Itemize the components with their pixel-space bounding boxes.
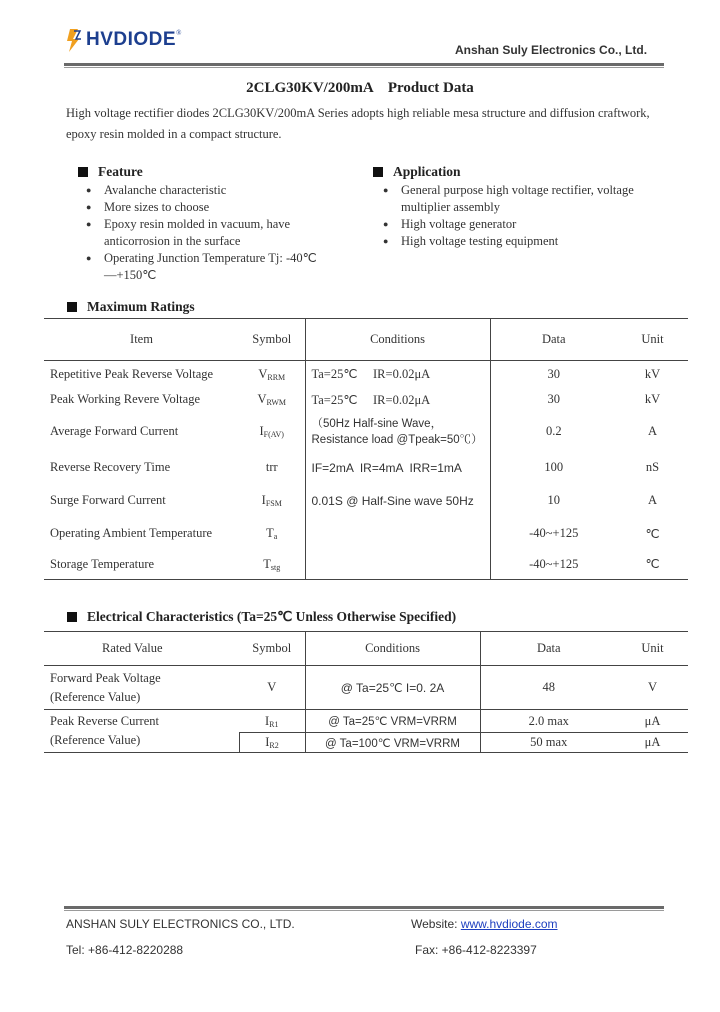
footer-company: ANSHAN SULY ELECTRONICS CO., LTD.	[66, 917, 295, 931]
row-symbol: trr	[265, 460, 278, 474]
row-data: 50 max	[480, 733, 617, 753]
electrical-table	[44, 631, 688, 753]
row-data: -40~+125	[490, 550, 617, 580]
row-symbol: $I_{FSM}$	[261, 493, 282, 508]
row-item: Operating Ambient Temperature	[50, 526, 213, 540]
table-row	[44, 518, 688, 550]
row-conditions: 0.01S @ Half-Sine wave 50Hz	[305, 484, 490, 518]
list-item: ● High voltage testing equipment	[381, 233, 673, 250]
application-heading: Application	[373, 164, 673, 180]
row-data: 30	[490, 361, 617, 388]
list-item: ● Epoxy resin molded in vacuum, have anticorrosion in the surface	[84, 216, 318, 250]
table-row	[44, 452, 688, 484]
row-item: Reverse Recovery Time	[50, 460, 171, 474]
feature-heading: Feature	[78, 164, 318, 180]
row-unit: kV	[644, 392, 661, 406]
row-data: 30	[490, 388, 617, 412]
row-data: 100	[490, 452, 617, 484]
row-data: 0.2	[490, 412, 617, 452]
row-data: 10	[490, 484, 617, 518]
row-conditions: IF=2mA IR=4mA IRR=1mA	[305, 452, 490, 484]
row-item: Peak Working Revere Voltage	[50, 392, 201, 406]
row-unit: ℃	[645, 526, 660, 541]
footer-rule-thin	[64, 910, 664, 911]
row-item: Surge Forward Current	[50, 493, 166, 507]
row-unit: μA	[617, 710, 688, 733]
intro-text: High voltage rectifier diodes 2CLG30KV/200mA Series adopts high reliable mesa structure and diffusion craftwork, epoxy resin molded in a compact structure.	[66, 106, 650, 141]
row-conditions: @ Ta=25℃ VRM=VRRM	[305, 710, 480, 733]
footer-fax: Fax: +86-412-8223397	[415, 943, 537, 957]
col-header-conditions: Conditions	[305, 632, 480, 666]
row-symbol: $I_{F(AV)}$	[259, 424, 284, 439]
table-row	[44, 361, 688, 388]
logo-mark-icon	[64, 27, 86, 53]
feature-section	[78, 164, 318, 284]
page-title: 2CLG30KV/200mA Product Data	[246, 80, 474, 96]
application-list	[381, 182, 673, 250]
row-unit: A	[647, 493, 658, 507]
website-link[interactable]: www.hvdiode.com	[460, 917, 558, 931]
row-unit: μA	[644, 735, 661, 749]
row-symbol: $V_{RWM}$	[257, 392, 287, 407]
col-header-symbol: Symbol	[239, 632, 305, 666]
table-row	[44, 666, 688, 710]
col-header-conditions: Conditions	[305, 319, 490, 361]
feature-list	[84, 182, 318, 284]
square-bullet-icon	[373, 167, 383, 177]
electrical-heading: Electrical Characteristics (Ta=25℃ Unless Otherwise Specified)	[67, 609, 456, 625]
row-symbol: $V_{RRM}$	[258, 366, 286, 382]
table-row	[44, 710, 688, 733]
row-conditions	[305, 518, 490, 550]
max-ratings-heading: Maximum Ratings	[67, 299, 195, 315]
row-item: Forward Peak Voltage (Reference Value)	[50, 670, 161, 704]
col-header-data: Data	[480, 632, 617, 666]
row-conditions: @ Ta=100℃ VRM=VRRM	[305, 733, 480, 753]
row-unit: nS	[645, 460, 660, 474]
square-bullet-icon	[67, 302, 77, 312]
footer-website	[411, 917, 558, 931]
footer-tel: Tel: +86-412-8220288	[66, 943, 184, 957]
table-row	[44, 412, 688, 452]
row-item: Peak Reverse Current (Reference Value)	[50, 714, 159, 747]
row-item: Average Forward Current	[50, 424, 179, 438]
row-unit: V	[647, 680, 658, 694]
square-bullet-icon	[67, 612, 77, 622]
row-symbol: V	[267, 680, 277, 694]
col-header-unit: Unit	[617, 319, 688, 361]
max-ratings-table	[44, 318, 688, 580]
list-item: ● Avalanche characteristic	[84, 182, 318, 199]
list-item: ● General purpose high voltage rectifier, voltage multiplier assembly	[381, 182, 673, 216]
row-data: -40~+125	[490, 518, 617, 550]
table-row	[44, 388, 688, 412]
row-unit: ℃	[645, 557, 660, 572]
row-unit: A	[647, 424, 658, 438]
list-item: ● High voltage generator	[381, 216, 673, 233]
row-item: Storage Temperature	[50, 556, 155, 571]
square-bullet-icon	[78, 167, 88, 177]
row-symbol: $I_{R1}$	[239, 710, 305, 733]
row-data: 2.0 max	[480, 710, 617, 733]
row-conditions: （50Hz Half-sine Wave，Resistance load @Tpeak=50℃）	[305, 412, 490, 452]
row-unit: kV	[644, 366, 661, 381]
table-header-row	[44, 319, 688, 361]
row-item: Repetitive Peak Reverse Voltage	[50, 366, 214, 381]
row-conditions: @ Ta=25℃ I=0. 2A	[305, 666, 480, 710]
website-label: Website:	[411, 917, 458, 931]
col-header-symbol: Symbol	[239, 319, 305, 361]
table-row	[44, 484, 688, 518]
header-rule	[64, 63, 664, 66]
row-symbol: $I_{R2}$	[239, 733, 305, 753]
company-name: Anshan Suly Electronics Co., Ltd.	[455, 43, 648, 57]
row-conditions: Ta=25℃ IR=0.02μA	[305, 388, 490, 412]
list-item: ● More sizes to choose	[84, 199, 318, 216]
logo-text: HVDIODE	[86, 29, 177, 50]
application-section	[373, 164, 673, 250]
registered-icon: ®	[176, 29, 182, 37]
col-header-data: Data	[490, 319, 617, 361]
table-row	[44, 550, 688, 580]
row-conditions: Ta=25℃ IR=0.02μA	[305, 361, 490, 388]
header-rule-thin	[64, 67, 664, 68]
col-header-rated-value: Rated Value	[44, 632, 239, 666]
row-symbol: $T_{stg}$	[263, 556, 281, 572]
logo	[64, 27, 181, 53]
row-symbol: $T_a$	[266, 526, 278, 541]
row-data: 48	[480, 666, 617, 710]
col-header-item: Item	[44, 319, 239, 361]
row-conditions	[305, 550, 490, 580]
table-header-row	[44, 632, 688, 666]
footer-rule	[64, 906, 664, 909]
list-item: ● Operating Junction Temperature Tj: -40℃—+150℃	[84, 250, 318, 284]
col-header-unit: Unit	[617, 632, 688, 666]
